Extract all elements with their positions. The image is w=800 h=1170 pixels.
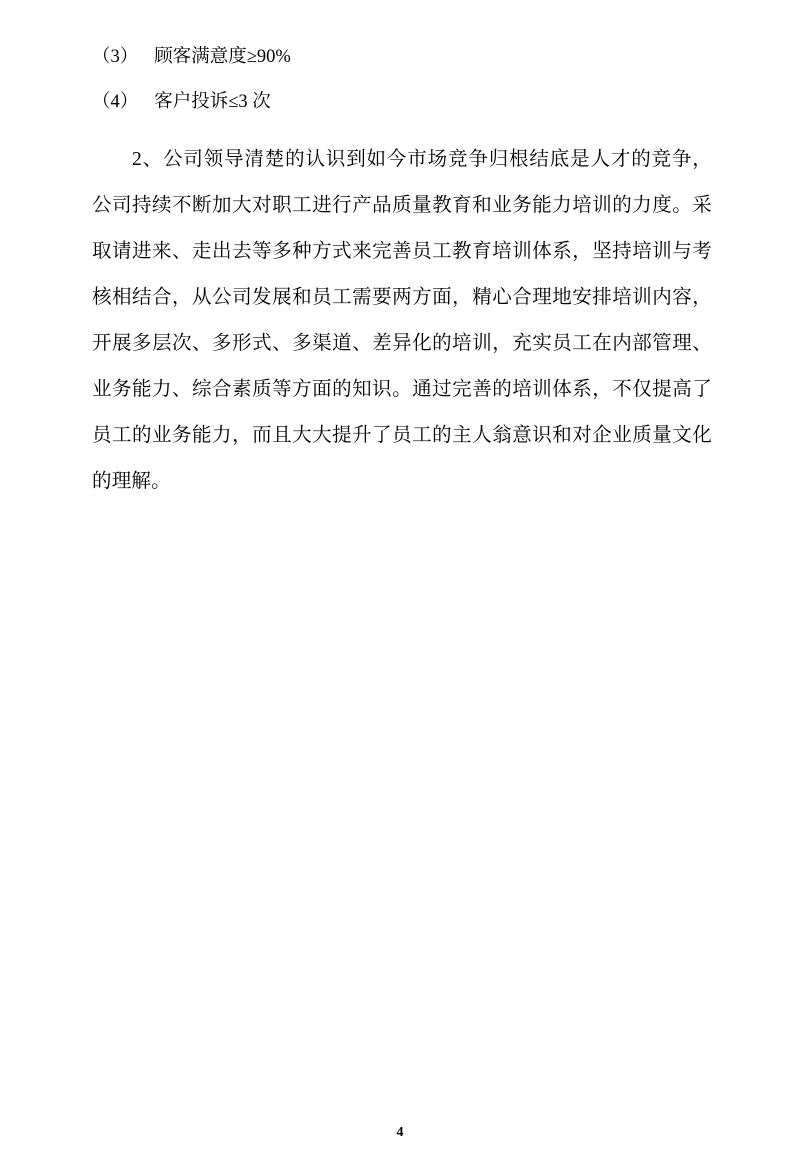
list-item bbox=[92, 93, 712, 112]
list-item-number: （4） bbox=[92, 91, 139, 112]
list-item-label: 客户投诉≤3 次 bbox=[154, 91, 271, 112]
list-item bbox=[92, 48, 712, 67]
body-paragraph: 2、公司领导清楚的认识到如今市场竞争归根结底是人才的竞争，公司持续不断加大对职工进行产品质量教育和业务能力培训的力度。采取请进来、走出去等多种方式来完善员工教育培训体系，坚持培训与考核相结合，从公司发展和员工需要两方面，精心合理地安排培训内容，开展多层次、多形式、多渠道、差异化的培训，充实员工在内部管理、业务能力、综合素质等方面的知识。通过完善的培训体系，不仅提高了员工的业务能力，而且大大提升了员工的主人翁意识和对企业质量文化的理解。 bbox=[92, 149, 712, 492]
page-content bbox=[92, 48, 712, 505]
page-number: 4 bbox=[396, 1125, 404, 1140]
list-item-label: 顾客满意度≥90% bbox=[154, 47, 291, 67]
list-item-number: （3） bbox=[92, 47, 139, 67]
